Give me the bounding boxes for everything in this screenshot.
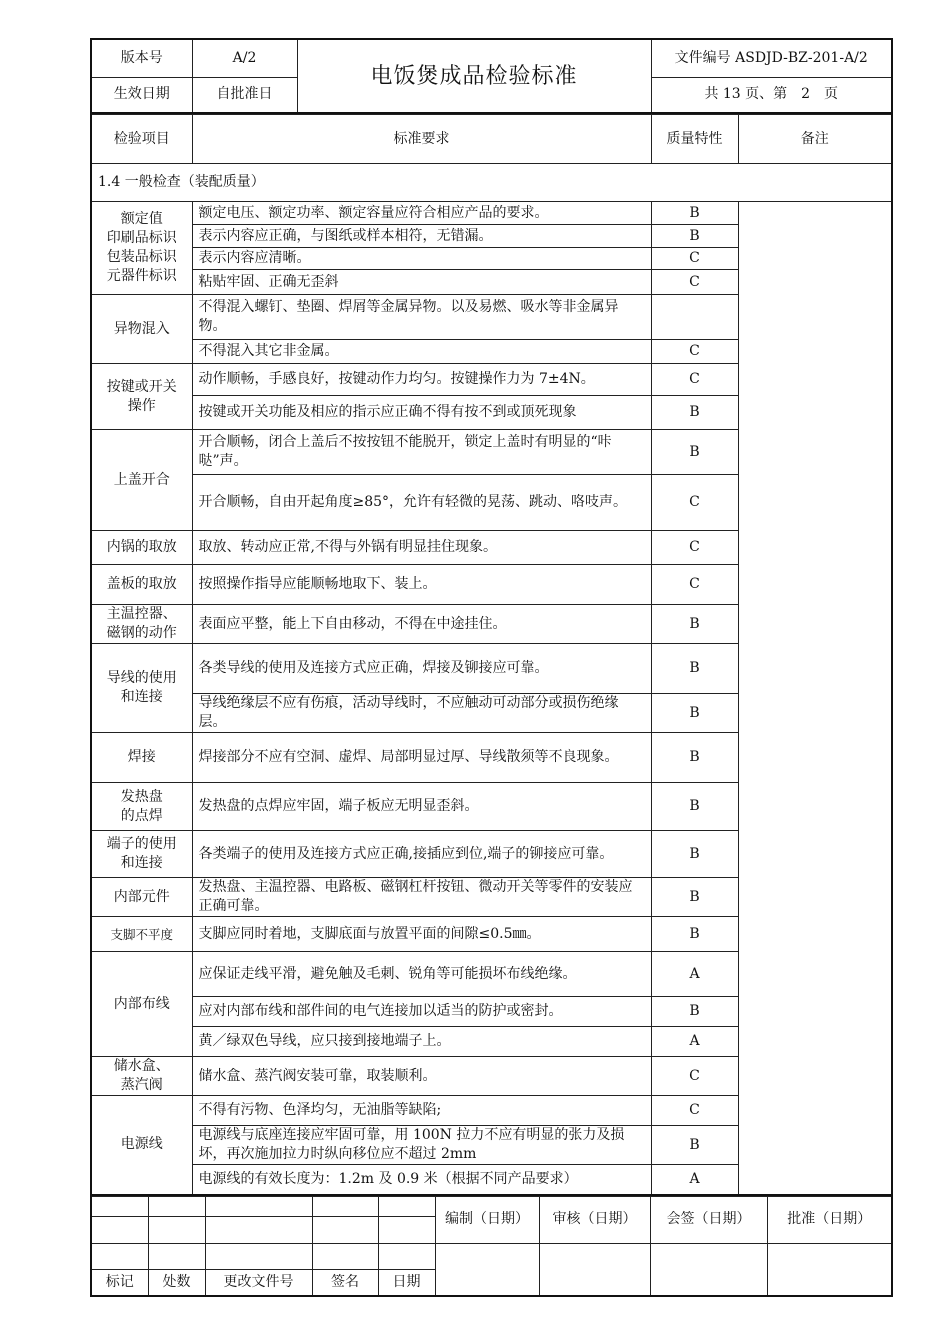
quality-grade: C [651, 340, 738, 364]
approval-reviewed: 审核（日期） [539, 1196, 650, 1243]
quality-grade: C [651, 531, 738, 565]
inspection-item: 导线的使用 和连接 [91, 644, 192, 733]
inspection-item: 按键或开关 操作 [91, 364, 192, 430]
requirement-text: 取放、转动应正常,不得与外锅有明显挂住现象。 [192, 531, 651, 565]
requirement-text: 不得混入螺钉、垫圈、焊屑等金属异物。以及易燃、吸水等非金属异物。 [192, 295, 651, 340]
column-header-row [91, 115, 892, 164]
quality-grade: B [651, 997, 738, 1027]
quality-grade: C [651, 270, 738, 295]
section-row [91, 164, 892, 202]
inspection-item: 内部元件 [91, 878, 192, 917]
rev-col-date: 日期 [378, 1269, 435, 1296]
approval-approved: 批准（日期） [767, 1196, 892, 1243]
effective-date-label: 生效日期 [91, 77, 192, 113]
requirement-text: 电源线与底座连接应牢固可靠，用 100N 拉力不应有明显的张力及损坏，再次施加拉力时纵向移位应不超过 2mm [192, 1126, 651, 1165]
inspection-item: 异物混入 [91, 295, 192, 364]
requirement-text: 各类端子的使用及连接方式应正确,接插应到位,端子的铆接应可靠。 [192, 831, 651, 878]
rev-col-count: 处数 [148, 1269, 205, 1296]
requirement-text: 粘贴牢固、正确无歪斜 [192, 270, 651, 295]
requirement-text: 按照操作指导应能顺畅地取下、装上。 [192, 565, 651, 605]
inspection-item: 内部布线 [91, 952, 192, 1057]
quality-grade: C [651, 475, 738, 531]
inspection-item: 上盖开合 [91, 430, 192, 531]
approval-countersigned: 会签（日期） [650, 1196, 767, 1243]
requirement-text: 不得有污物、色泽均匀，无油脂等缺陷; [192, 1096, 651, 1126]
requirement-text: 支脚应同时着地，支脚底面与放置平面的间隙≤0.5㎜。 [192, 917, 651, 952]
remark-cell [738, 202, 892, 1195]
requirement-text: 开合顺畅，自由开起角度≥85°，允许有轻微的晃荡、跳动、咯吱声。 [192, 475, 651, 531]
quality-grade: B [651, 733, 738, 783]
quality-grade: B [651, 831, 738, 878]
version-value: A/2 [192, 39, 297, 77]
quality-grade: B [651, 202, 738, 225]
col-header-quality: 质量特性 [651, 115, 738, 164]
quality-grade: C [651, 565, 738, 605]
quality-grade: B [651, 225, 738, 248]
requirement-text: 不得混入其它非金属。 [192, 340, 651, 364]
quality-grade [651, 295, 738, 340]
inspection-item: 支脚不平度 [91, 917, 192, 952]
requirement-text: 应对内部布线和部件间的电气连接加以适当的防护或密封。 [192, 997, 651, 1027]
col-header-requirement: 标准要求 [192, 115, 651, 164]
requirement-text: 应保证走线平滑，避免触及毛刺、锐角等可能损坏布线绝缘。 [192, 952, 651, 997]
quality-grade: C [651, 1096, 738, 1126]
requirement-text: 表面应平整，能上下自由移动，不得在中途挂住。 [192, 605, 651, 644]
page-count: 共 13 页、第 2 页 [651, 77, 892, 113]
quality-grade: B [651, 396, 738, 430]
inspection-item: 主温控器、 磁钢的动作 [91, 605, 192, 644]
quality-grade: C [651, 1057, 738, 1096]
inspection-item: 发热盘 的点焊 [91, 783, 192, 831]
inspection-item: 焊接 [91, 733, 192, 783]
requirement-text: 导线绝缘层不应有伤痕，活动导线时，不应触动可动部分或损伤绝缘层。 [192, 694, 651, 733]
requirement-text: 焊接部分不应有空洞、虚焊、局部明显过厚、导线散须等不良现象。 [192, 733, 651, 783]
quality-grade: B [651, 878, 738, 917]
requirement-text: 黄／绿双色导线，应只接到接地端子上。 [192, 1027, 651, 1057]
requirement-text: 发热盘的点焊应牢固，端子板应无明显歪斜。 [192, 783, 651, 831]
requirement-text: 发热盘、主温控器、电路板、磁钢杠杆按钮、微动开关等零件的安装应正确可靠。 [192, 878, 651, 917]
quality-grade: C [651, 364, 738, 396]
quality-grade: B [651, 430, 738, 475]
requirement-text: 额定电压、额定功率、额定容量应符合相应产品的要求。 [192, 202, 651, 225]
quality-grade: A [651, 1027, 738, 1057]
rev-col-change-doc: 更改文件号 [205, 1269, 312, 1296]
inspection-table [90, 114, 893, 1196]
inspection-standard-document [90, 38, 891, 1297]
inspection-item: 端子的使用 和连接 [91, 831, 192, 878]
quality-grade: B [651, 694, 738, 733]
requirement-text: 各类导线的使用及连接方式应正确，焊接及铆接应可靠。 [192, 644, 651, 694]
inspection-item: 电源线 [91, 1096, 192, 1195]
quality-grade: B [651, 1126, 738, 1165]
document-title: 电饭煲成品检验标准 [297, 39, 651, 113]
requirement-text: 开合顺畅，闭合上盖后不按按钮不能脱开，锁定上盖时有明显的“咔哒”声。 [192, 430, 651, 475]
col-header-remark: 备注 [738, 115, 892, 164]
requirement-text: 电源线的有效长度为：1.2m 及 0.9 米（根据不同产品要求） [192, 1165, 651, 1195]
section-title: 1.4 一般检查（装配质量） [91, 164, 892, 202]
requirement-text: 储水盒、蒸汽阀安装可靠，取装顺利。 [192, 1057, 651, 1096]
quality-grade: B [651, 783, 738, 831]
quality-grade: B [651, 917, 738, 952]
inspection-item: 内锅的取放 [91, 531, 192, 565]
quality-grade: B [651, 605, 738, 644]
document-header [90, 38, 893, 114]
document-number: 文件编号 ASDJD-BZ-201-A/2 [651, 39, 892, 77]
requirement-text: 表示内容应清晰。 [192, 248, 651, 270]
quality-grade: A [651, 1165, 738, 1195]
rev-col-signature: 签名 [312, 1269, 378, 1296]
inspection-item: 储水盒、 蒸汽阀 [91, 1057, 192, 1096]
requirement-text: 表示内容应正确，与图纸或样本相符，无错漏。 [192, 225, 651, 248]
inspection-item: 盖板的取放 [91, 565, 192, 605]
requirement-text: 按键或开关功能及相应的指示应正确不得有按不到或顶死现象 [192, 396, 651, 430]
signature-footer [90, 1196, 893, 1298]
table-row [91, 202, 892, 225]
rev-col-mark: 标记 [91, 1269, 148, 1296]
effective-date-value: 自批准日 [192, 77, 297, 113]
approval-prepared: 编制（日期） [435, 1196, 539, 1243]
quality-grade: B [651, 644, 738, 694]
version-label: 版本号 [91, 39, 192, 77]
quality-grade: C [651, 248, 738, 270]
col-header-item: 检验项目 [91, 115, 192, 164]
quality-grade: A [651, 952, 738, 997]
requirement-text: 动作顺畅，手感良好，按键动作力均匀。按键操作力为 7±4N。 [192, 364, 651, 396]
inspection-item: 额定值 印刷品标识 包装品标识 元器件标识 [91, 202, 192, 295]
